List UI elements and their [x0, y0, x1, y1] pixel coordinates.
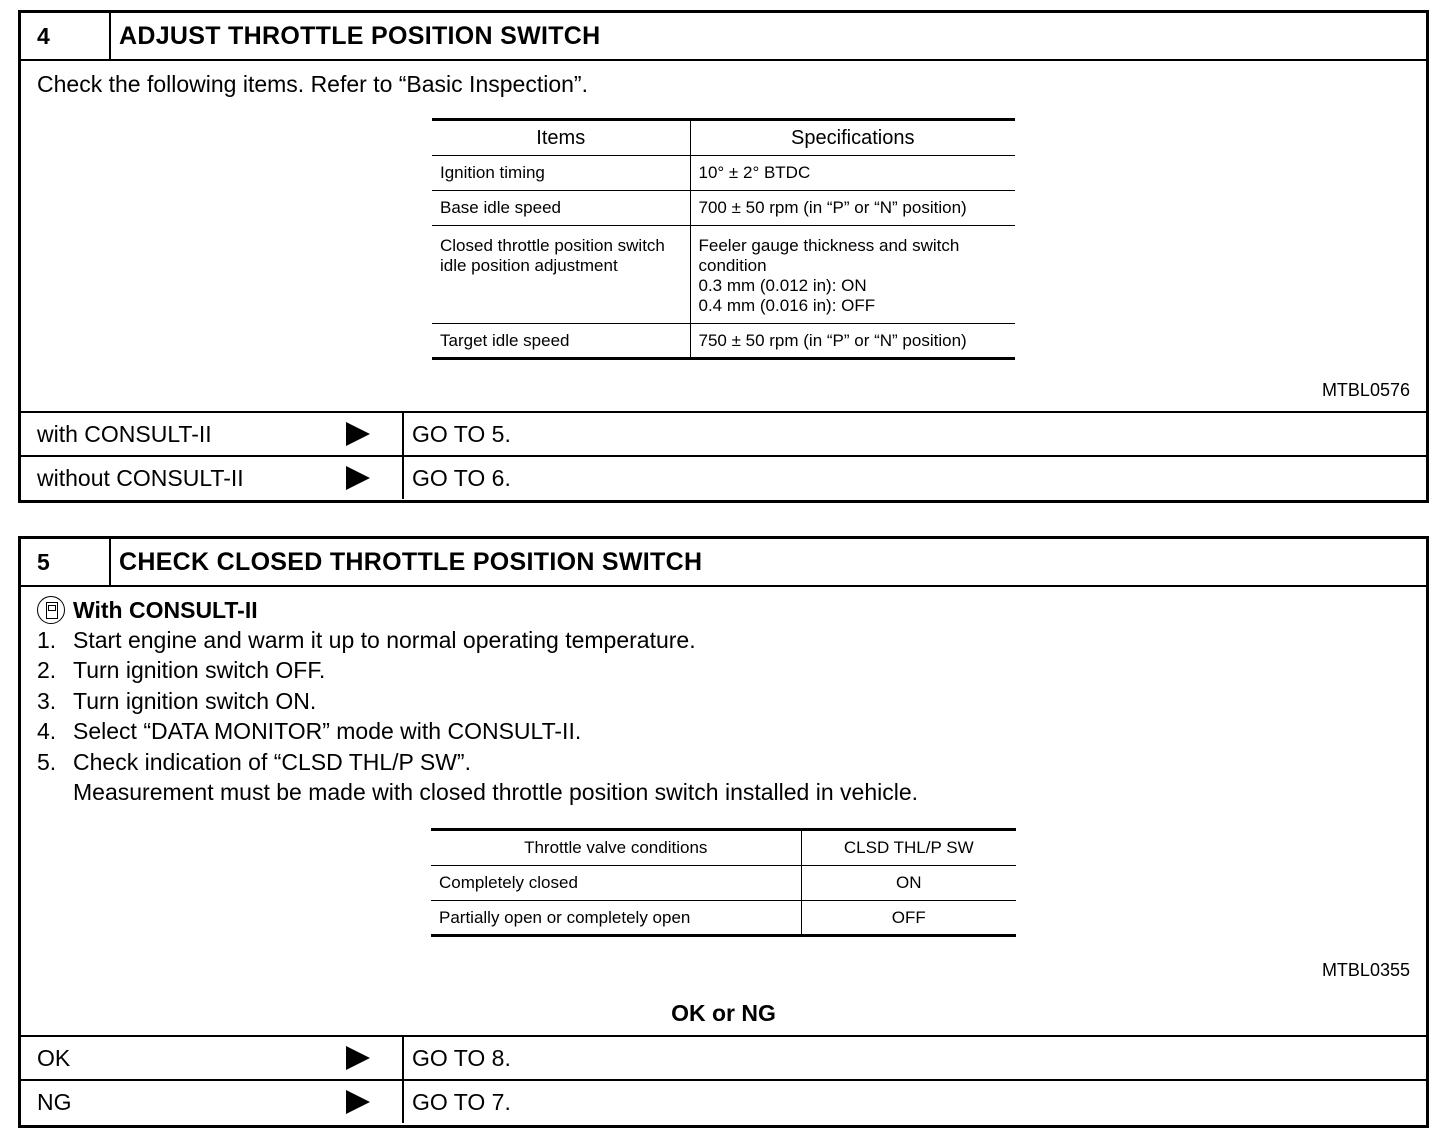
- table-cell: Target idle speed: [432, 324, 690, 359]
- list-item: [37, 686, 918, 716]
- table-cell: [690, 226, 1015, 324]
- item-text: Turn ignition switch ON.: [73, 687, 317, 714]
- table-cell: Base idle speed: [432, 191, 690, 226]
- item-number: 5.: [37, 748, 57, 775]
- item-number: 4.: [37, 718, 57, 745]
- step-5-panel: [18, 536, 1429, 1128]
- route-action: GO TO 5.: [412, 420, 511, 447]
- route-condition-label: without CONSULT-II: [37, 464, 244, 491]
- column-header: Throttle valve conditions: [431, 830, 801, 866]
- spec-line: 0.3 mm (0.012 in): ON: [698, 276, 867, 295]
- table-cell: 10° ± 2° BTDC: [698, 163, 811, 182]
- item-text: Select “DATA MONITOR” mode with CONSULT-II.: [73, 718, 582, 745]
- route-row: [21, 411, 1426, 455]
- table-id: MTBL0355: [1321, 960, 1410, 980]
- route-condition: [21, 413, 404, 455]
- table-row: [431, 866, 1016, 901]
- item-text: Turn ignition switch OFF.: [73, 657, 326, 684]
- instruction-list: [37, 625, 918, 807]
- step-title: CHECK CLOSED THROTTLE POSITION SWITCH: [119, 547, 703, 576]
- item-number: 3.: [37, 687, 57, 714]
- item-text: Measurement must be made with closed throttle position switch installed in vehicle.: [73, 779, 919, 806]
- step-4-panel: [18, 10, 1429, 503]
- column-header: CLSD THL/P SW: [843, 838, 974, 857]
- route-condition-label: NG: [37, 1088, 72, 1115]
- route-condition: [21, 457, 404, 499]
- table-row: [432, 226, 1015, 324]
- step-number: 5: [21, 539, 111, 585]
- table-cell: Ignition timing: [432, 156, 690, 191]
- route-row: [21, 1035, 1426, 1079]
- consult-icon: [37, 596, 65, 624]
- route-condition-label: OK: [37, 1044, 71, 1071]
- item-number: 2.: [37, 657, 57, 684]
- route-action: GO TO 8.: [412, 1044, 511, 1071]
- column-header: Items: [432, 120, 690, 156]
- spec-line: 0.4 mm (0.016 in): OFF: [698, 296, 876, 315]
- list-item: [37, 747, 918, 777]
- route-condition-label: with CONSULT-II: [37, 420, 212, 447]
- arrow-right-icon: [346, 1090, 370, 1114]
- table-cell: ON: [896, 873, 922, 892]
- route-action: GO TO 7.: [412, 1088, 511, 1115]
- table-cell: Partially open or completely open: [431, 901, 801, 936]
- table-row: [432, 156, 1015, 191]
- arrow-right-icon: [346, 1046, 370, 1070]
- step-number: 4: [21, 13, 111, 59]
- table-cell: 750 ± 50 rpm (in “P” or “N” position): [698, 330, 967, 350]
- list-item: [37, 625, 918, 655]
- item-text: Start engine and warm it up to normal operating temperature.: [73, 627, 696, 653]
- table-header-row: [432, 120, 1015, 156]
- table-id: MTBL0576: [1321, 380, 1410, 400]
- table-row: [432, 191, 1015, 226]
- table-cell: Closed throttle position switch idle position adjustment: [432, 226, 690, 324]
- item-number: 1.: [37, 627, 57, 653]
- table-header-row: [431, 830, 1016, 866]
- list-item: [37, 655, 918, 685]
- spec-line: Feeler gauge thickness and switch condition: [698, 236, 960, 275]
- table-cell: 700 ± 50 rpm (in “P” or “N” position): [698, 198, 967, 217]
- route-action: GO TO 6.: [412, 464, 511, 491]
- route-condition: [21, 1081, 404, 1123]
- list-item: [37, 716, 918, 746]
- route-row: [21, 455, 1426, 499]
- switch-table: [431, 828, 1016, 937]
- route-condition: [21, 1037, 404, 1079]
- column-header: Specifications: [791, 126, 915, 149]
- table-cell: Completely closed: [431, 866, 801, 901]
- step-4-header: [21, 13, 1426, 61]
- mode-heading: [37, 595, 258, 625]
- result-label: OK or NG: [671, 1000, 776, 1026]
- table-cell: OFF: [891, 907, 926, 927]
- step-intro: Check the following items. Refer to “Basic Inspection”.: [37, 71, 588, 97]
- item-number: [37, 777, 73, 807]
- mode-label: With CONSULT-II: [73, 597, 258, 623]
- step-title: ADJUST THROTTLE POSITION SWITCH: [119, 21, 601, 50]
- spec-table: [432, 118, 1015, 360]
- step-5-header: [21, 539, 1426, 587]
- table-row: [431, 901, 1016, 936]
- route-row: [21, 1079, 1426, 1123]
- arrow-right-icon: [346, 466, 370, 490]
- list-item: [37, 777, 918, 807]
- arrow-right-icon: [346, 422, 370, 446]
- item-text: Check indication of “CLSD THL/P SW”.: [73, 748, 471, 775]
- table-row: [432, 324, 1015, 359]
